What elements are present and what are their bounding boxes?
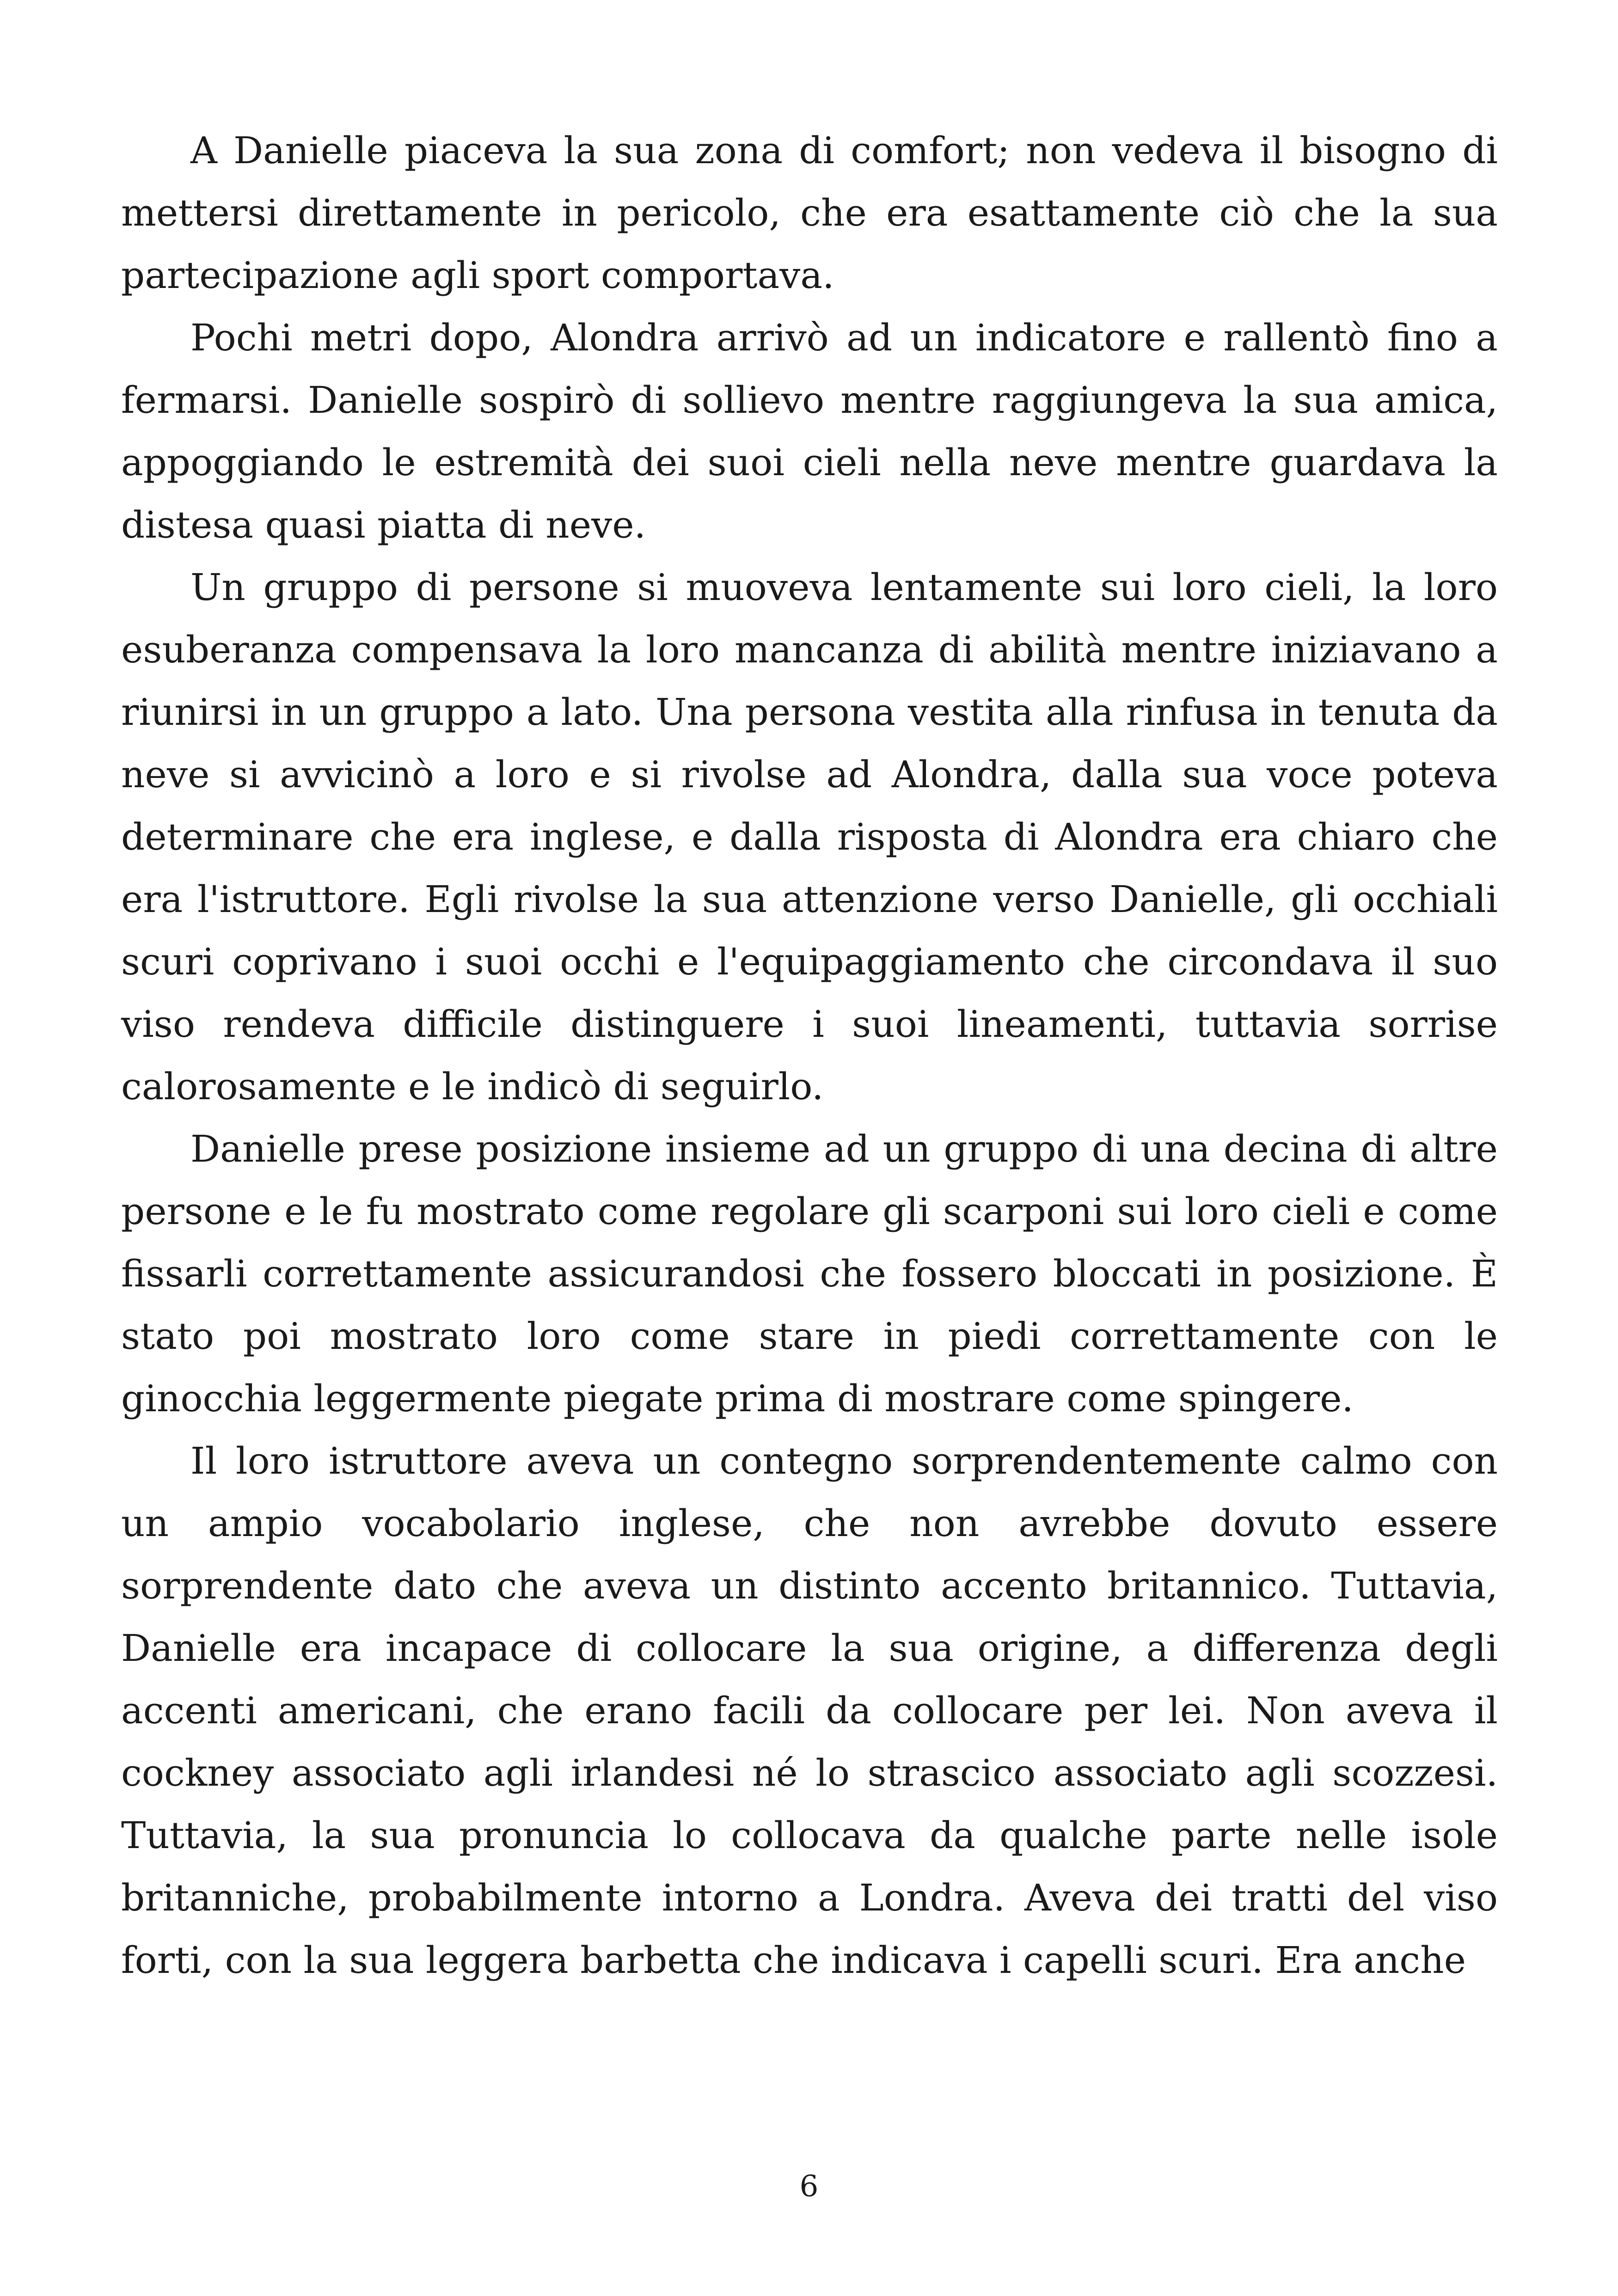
paragraph-3: Un gruppo di persone si muoveva lentamente sui loro cieli, la loro esuberanza compensava la loro mancanza di abilità mentre iniziavano a riunirsi in un gruppo a lato. Una persona vestita alla rinfusa in tenuta da neve si avvicinò a loro e si rivolse ad Alondra, dalla sua voce poteva determinare che era inglese, e dalla risposta di Alondra era chiaro che era l'istruttore. Egli rivolse la sua attenzione verso Danielle, gli occhiali scuri coprivano i suoi occhi e l'equipaggiamento che circondava il suo viso rendeva difficile distinguere i suoi lineamenti, tuttavia sorrise calorosamente e le indicò di seguirlo. bbox=[121, 566, 1498, 1108]
paragraph-4: Danielle prese posizione insieme ad un gruppo di una decina di altre persone e le fu mostrato come regolare gli scarponi sui loro cieli e come fissarli correttamente assicurandosi che fossero bloccati in posizione. È stato poi mostrato loro come stare in piedi correttamente con le ginocchia leggermente piegate prima di mostrare come spingere. bbox=[121, 1127, 1498, 1420]
body-text bbox=[121, 119, 1498, 1991]
paragraph-1: A Danielle piaceva la sua zona di comfort; non vedeva il bisogno di mettersi direttamente in pericolo, che era esattamente ciò che la sua partecipazione agli sport comportava. bbox=[121, 129, 1498, 297]
paragraph-2: Pochi metri dopo, Alondra arrivò ad un indicatore e rallentò fino a fermarsi. Danielle sospirò di sollievo mentre raggiungeva la sua amica, appoggiando le estremità dei suoi cieli nella neve mentre guardava la distesa quasi piatta di neve. bbox=[121, 316, 1498, 546]
page-number: 6 bbox=[799, 2169, 819, 2204]
paragraph-5: Il loro istruttore aveva un contegno sorprendentemente calmo con un ampio vocabolario inglese, che non avrebbe dovuto essere sorprendente dato che aveva un distinto accento britannico. Tuttavia, Danielle era incapace di collocare la sua origine, a differenza degli accenti americani, che erano facili da collocare per lei. Non aveva il cockney associato agli irlandesi né lo strascico associato agli scozzesi. Tuttavia, la sua pronuncia lo collocava da qualche parte nelle isole britanniche, probabilmente intorno a Londra. Aveva dei tratti del viso forti, con la sua leggera barbetta che indicava i capelli scuri. Era anche bbox=[121, 1439, 1498, 1982]
